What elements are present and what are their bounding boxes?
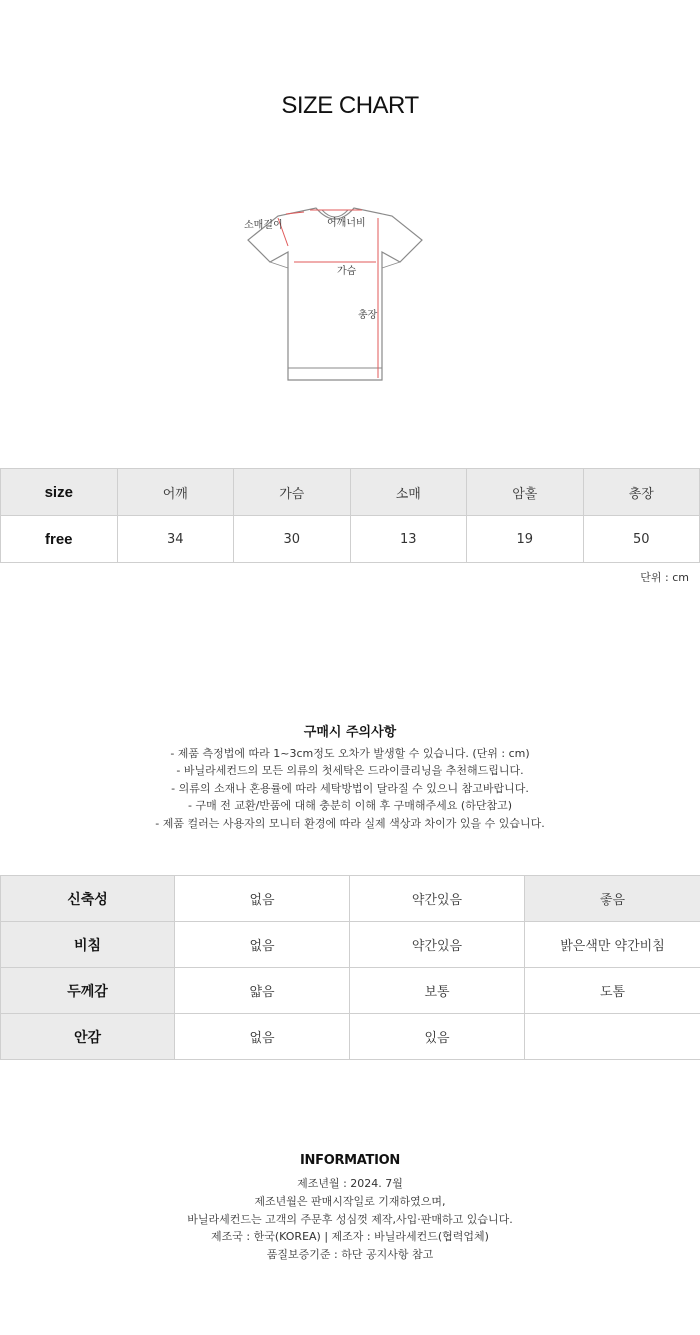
table-row <box>1 516 700 563</box>
notice-line: - 의류의 소재나 혼용률에 따라 세탁방법이 달라질 수 있으니 참고바랍니다. <box>171 781 529 795</box>
table-row <box>1 1014 700 1060</box>
table-row <box>1 876 700 922</box>
page-title: SIZE CHART <box>281 92 419 119</box>
chest-label: 가슴 <box>337 266 357 277</box>
info-line: 품질보증기준 : 하단 공지사항 참고 <box>266 1248 434 1262</box>
info-line: 바닐라세컨드는 고객의 주문후 성심껏 제작,사입·판매하고 있습니다. <box>187 1212 513 1226</box>
lining-option-empty <box>525 1014 700 1060</box>
stretch-option-good: 좋음 <box>525 876 700 922</box>
sheerness-option-light: 밝은색만 약간비침 <box>525 922 700 968</box>
information-list <box>0 1175 700 1264</box>
sleeve-value-cell: 13 <box>350 516 467 563</box>
fabric-info-table <box>0 875 700 1060</box>
info-line: 제조년월은 판매시작일로 기재하였으며, <box>254 1194 446 1208</box>
lining-option-yes: 있음 <box>350 1014 525 1060</box>
chest-value-cell: 30 <box>234 516 351 563</box>
lining-label: 안감 <box>1 1014 175 1060</box>
length-value-cell: 50 <box>583 516 700 563</box>
lining-option-none: 없음 <box>175 1014 350 1060</box>
notice-title: 구매시 주의사항 <box>303 725 397 740</box>
tshirt-diagram <box>230 196 440 396</box>
total-length-label: 총장 <box>358 310 378 321</box>
armhole-header-cell: 암홀 <box>467 469 584 516</box>
stretch-label: 신축성 <box>1 876 175 922</box>
information-title: INFORMATION <box>300 1153 400 1168</box>
armhole-value-cell: 19 <box>467 516 584 563</box>
stretch-option-some: 약간있음 <box>350 876 525 922</box>
sheerness-option-some: 약간있음 <box>350 922 525 968</box>
unit-label: 단위 : cm <box>640 571 689 584</box>
info-line: 제조년월 : 2024. 7월 <box>297 1177 403 1190</box>
table-row <box>1 968 700 1014</box>
chest-header-cell: 가슴 <box>234 469 351 516</box>
size-header-cell: size <box>1 469 118 516</box>
notice-line: - 바닐라세컨드의 모든 의류의 첫세탁은 드라이클리닝을 추천해드립니다. <box>176 764 524 778</box>
stretch-option-none: 없음 <box>175 876 350 922</box>
shoulder-header-cell: 어깨 <box>117 469 234 516</box>
thickness-option-thin: 얇음 <box>175 968 350 1014</box>
shoulder-value-cell: 34 <box>117 516 234 563</box>
sheerness-option-none: 없음 <box>175 922 350 968</box>
info-line: 제조국 : 한국(KOREA) | 제조자 : 바닐라세컨드(협력업체) <box>211 1230 489 1244</box>
notice-line: - 구매 전 교환/반품에 대해 충분히 이해 후 구매해주세요 (하단참고) <box>187 799 512 813</box>
thickness-option-thick: 도톰 <box>525 968 700 1014</box>
thickness-option-normal: 보통 <box>350 968 525 1014</box>
size-table-header-row <box>1 469 700 516</box>
shoulder-width-label: 어깨너비 <box>327 218 366 229</box>
size-table <box>0 468 700 563</box>
sleeve-header-cell: 소매 <box>350 469 467 516</box>
notice-line: - 제품 컬러는 사용자의 모니터 환경에 따라 실제 색상과 차이가 있을 수 있습니다. <box>155 816 545 830</box>
table-row <box>1 922 700 968</box>
sleeve-length-label: 소매길이 <box>244 220 283 231</box>
sheerness-label: 비침 <box>1 922 175 968</box>
notice-list <box>0 745 700 832</box>
notice-line: - 제품 측정법에 따라 1~3cm정도 오차가 발생할 수 있습니다. (단위 : cm) <box>170 747 530 760</box>
size-value-cell: free <box>1 516 118 563</box>
thickness-label: 두께감 <box>1 968 175 1014</box>
length-header-cell: 총장 <box>583 469 700 516</box>
